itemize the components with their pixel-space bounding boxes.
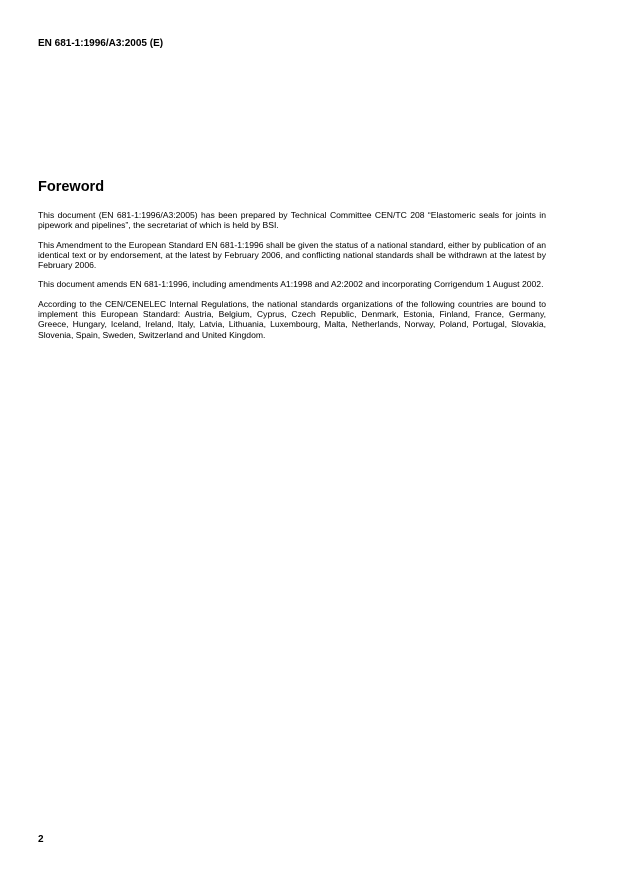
foreword-body <box>38 210 546 349</box>
foreword-paragraph-national-status: This Amendment to the European Standard EN 681-1:1996 shall be given the status of a national standard, either by publication of an identical text or by endorsement, at the latest by February 2006, and conflicting national standards shall be withdrawn at the latest by February 2006. <box>38 239 546 271</box>
page-number: 2 <box>38 834 44 845</box>
foreword-paragraph-countries: According to the CEN/CENELEC Internal Regulations, the national standards organizations of the following countries are bound to implement this European Standard: Austria, Belgium, Cyprus, Czech Republic, Denmark, Estonia, Finland, France, Germany, Greece, Hungary, Iceland, Ireland, Italy, Latvia, Lithuania, Luxembourg, Malta, Netherlands, Norway, Poland, Portugal, Slovakia, Slovenia, Spain, Sweden, Switzerland and United Kingdom. <box>38 298 546 340</box>
foreword-paragraph-amendments: This document amends EN 681-1:1996, including amendments A1:1998 and A2:2002 and incorporating Corrigendum 1 August 2002. <box>38 279 544 290</box>
foreword-heading: Foreword <box>38 179 105 195</box>
foreword-paragraph-preparation: This document (EN 681-1:1996/A3:2005) has been prepared by Technical Committee CEN/TC 208 “Elastomeric seals for joints in pipework and pipelines”, the secretariat of which is held by BSI. <box>38 210 546 231</box>
document-id-header: EN 681-1:1996/A3:2005 (E) <box>38 38 164 49</box>
